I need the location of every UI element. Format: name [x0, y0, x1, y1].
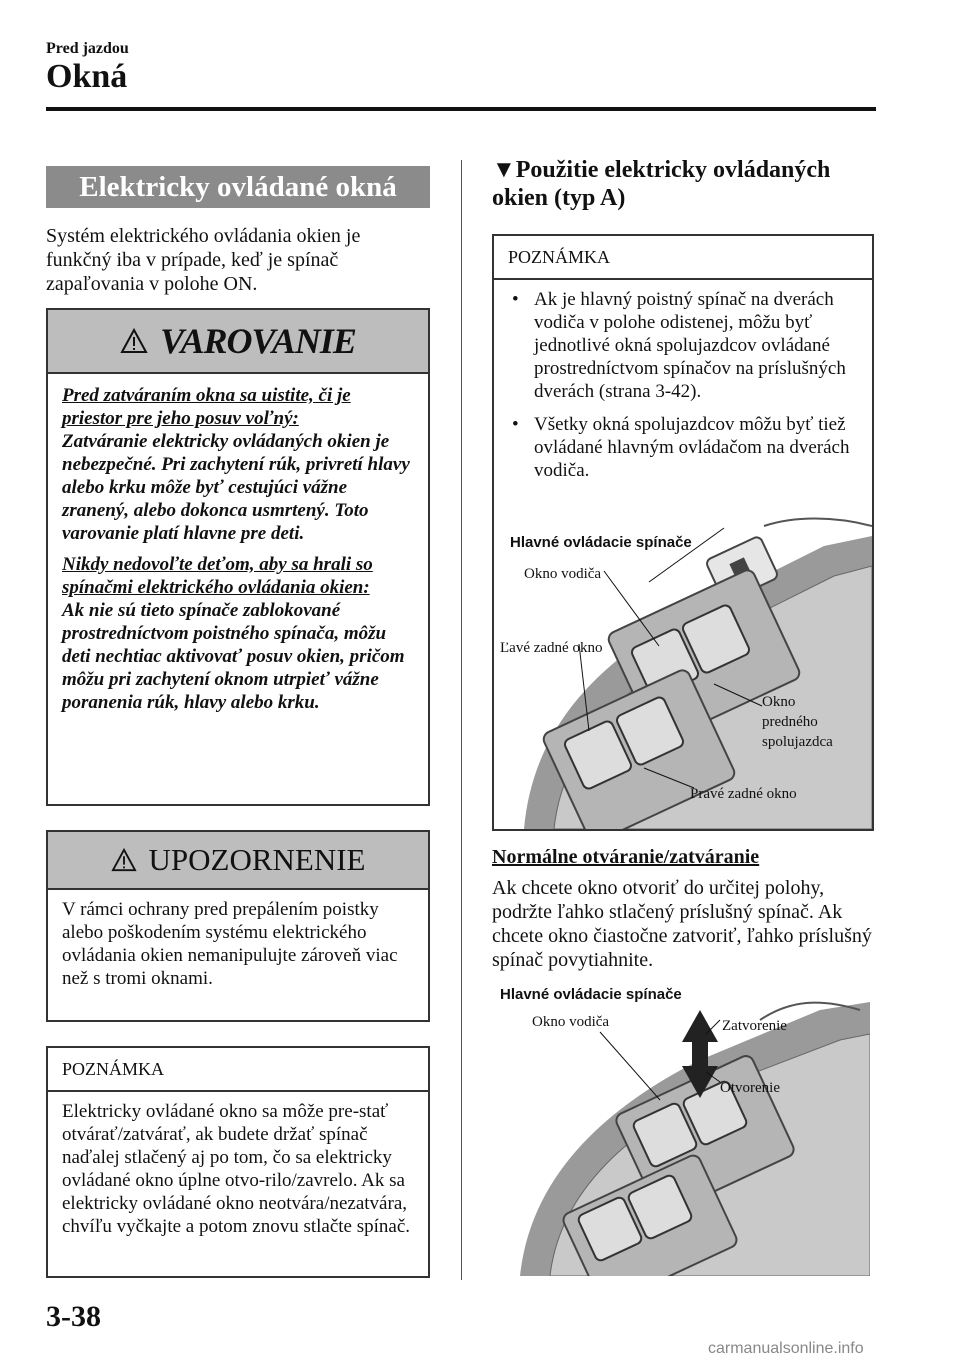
note-text: Elektricky ovládané okno sa môže pre-stať otvárať/zatvárať, ak budete držať spínač naďalej stlačený aj po tom, čo sa elektricky ovládané okno úplne otvo-rilo/zavrelo. Ak sa elektricky ovládané okno neotvára/nezatvára, chvíľu vyčkajte a potom znovu stlačte spínač. [62, 1101, 411, 1237]
caution-title: UPOZORNENIE [148, 842, 366, 877]
normal-operation-text: Ak chcete okno otvoriť do určitej polohy, podržte ľahko stlačený príslušný spínač. Ak chcete okno čiastočne zatvoriť, ľahko príslušný spínač povytiahnite. [492, 877, 872, 971]
warning-text-1: Zatváranie elektricky ovládaných okien je nebezpečné. Pri zachytení rúk, privretí hlavy alebo krku môže byť cestujúci vážne zranený, alebo dokonca usmrtený. Toto varovanie platí hlavne pre deti. [62, 431, 410, 544]
breadcrumb: Pred jazdou [46, 40, 129, 57]
figure1-main-label: Hlavné ovládacie spínače [510, 534, 692, 551]
page-title: Okná [46, 58, 128, 95]
warning-body [48, 374, 428, 732]
bullet-icon: • [512, 414, 519, 435]
warning-triangle-icon [120, 328, 148, 354]
subsection-heading: Normálne otváranie/zatváranie [492, 846, 760, 868]
column-divider [461, 160, 462, 1280]
note-body-2 [494, 280, 872, 500]
list-item: • Všetky okná spolujazdcov môžu byť tiež ovládané hlavným ovládačom na dverách vodiča. [512, 414, 850, 481]
list-item: • Ak je hlavný poistný spínač na dverách vodiča v polohe odistenej, môžu byť jednotlivé okná spolujazdcov ovládané prostredníctvom spínačov na príslušných dverách (strana 3-42). [512, 289, 846, 402]
watermark: carmanualsonline.info [708, 1340, 864, 1357]
caution-box [46, 830, 430, 1022]
warning-box [46, 308, 430, 806]
figure1-rear-right-label: Pravé zadné okno [690, 786, 797, 802]
note-title: POZNÁMKA [48, 1048, 428, 1092]
figure1-front-passenger-label-3: spolujazdca [762, 734, 833, 750]
note-box-2 [492, 234, 874, 831]
figure1-front-passenger-label-1: Okno [762, 694, 796, 710]
warning-header [48, 310, 428, 374]
section-title: Elektricky ovládané okná [46, 166, 430, 208]
warning-heading-1: Pred zatváraním okna sa uistite, či je priestor pre jeho posuv voľný: [62, 385, 351, 429]
figure1-rear-left-label: Ľavé zadné okno [500, 640, 603, 656]
note-box [46, 1046, 430, 1278]
caution-text: V rámci ochrany pred prepálením poistky alebo poškodením systému elektrického ovládania okien nemanipulujte zároveň viac než s tromi oknami. [62, 899, 398, 989]
figure1-front-passenger-label-2: predného [762, 714, 818, 730]
figure1-driver-label: Okno vodiča [524, 566, 602, 582]
warning-title: VAROVANIE [160, 321, 356, 361]
warning-triangle-icon [111, 848, 137, 872]
warning-heading-2: Nikdy nedovoľte deťom, aby sa hrali so spínačmi elektrického ovládania okien: [62, 554, 373, 598]
figure2-open-label: Otvorenie [720, 1080, 780, 1096]
window-switch-figure-1 [494, 516, 872, 829]
figure2-close-label: Zatvorenie [722, 1018, 787, 1034]
window-switch-figure-2 [520, 990, 870, 1276]
caution-header [48, 832, 428, 890]
page-number: 3-38 [46, 1300, 101, 1333]
note-title-2: POZNÁMKA [494, 236, 872, 280]
figure2-driver-label: Okno vodiča [532, 1014, 610, 1030]
figure2-main-label: Hlavné ovládacie spínače [500, 986, 682, 1003]
section-intro: Systém elektrického ovládania okien je funkčný iba v prípade, keď je spínač zapaľovania v polohe ON. [46, 225, 361, 295]
warning-text-2: Ak nie sú tieto spínače zablokované prostredníctvom poistného spínača, môžu deti nechtiac aktivovať posuv okien, pričom môžu pri zachytení oknom utrpieť vážne poranenia rúk, hlavy alebo krku. [62, 600, 405, 713]
triangle-down-icon: ▼ [492, 157, 516, 183]
header-rule [46, 107, 876, 111]
subsection-title: ▼Použitie elektricky ovládaných okien (typ A) [492, 157, 831, 211]
bullet-icon: • [512, 289, 519, 310]
